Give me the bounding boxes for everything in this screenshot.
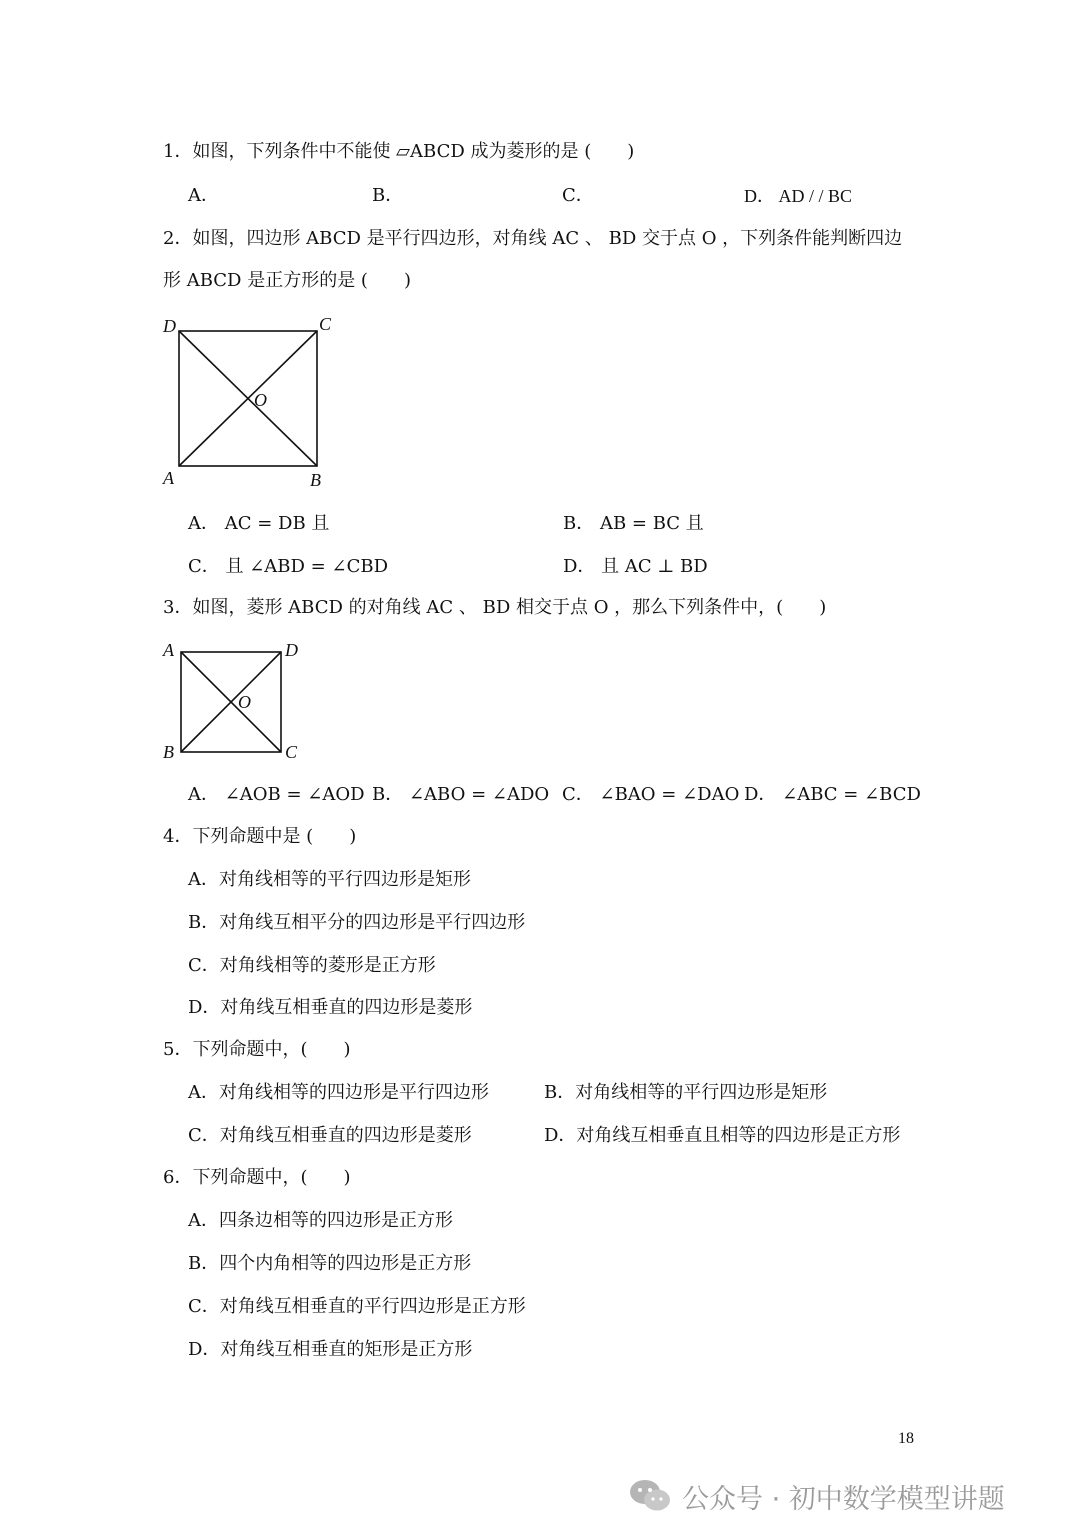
q6-option-c: C．对角线互相垂直的平行四边形是正方形	[188, 1296, 526, 1317]
q5-option-d: D．对角线互相垂直且相等的四边形是正方形	[544, 1125, 901, 1146]
q2-option-b: B． AB = BC 且	[563, 513, 704, 534]
q3-option-a: A． ∠AOB = ∠AOD	[188, 784, 365, 805]
q2-option-c: C． 且 ∠ABD = ∠CBD	[188, 556, 388, 577]
q5-option-a: A．对角线相等的四边形是平行四边形	[188, 1082, 489, 1103]
wechat-icon	[628, 1478, 672, 1514]
q2-label-a: A	[163, 468, 174, 488]
q2-stem-line1: 2．如图，四边形 ABCD 是平行四边形，对角线 AC 、 BD 交于点 O ，下列条件能判断四边	[163, 228, 903, 249]
q3-label-a: A	[163, 640, 174, 660]
q6-option-d: D．对角线互相垂直的矩形是正方形	[188, 1339, 473, 1360]
q3-stem: 3．如图，菱形 ABCD 的对角线 AC 、 BD 相交于点 O ，那么下列条件中，( )	[163, 597, 827, 618]
q6-option-b: B．四个内角相等的四边形是正方形	[188, 1253, 472, 1274]
q1-option-c: C．	[562, 185, 594, 206]
q2-label-o: O	[254, 390, 267, 410]
q2-square-diagram	[155, 310, 345, 495]
q3-label-b: B	[163, 742, 174, 762]
q2-option-a: A． AC = DB 且	[188, 513, 330, 534]
q2-label-c: C	[319, 314, 332, 334]
q3-option-b: B． ∠ABO = ∠ADO	[372, 784, 550, 805]
q4-option-a: A．对角线相等的平行四边形是矩形	[188, 869, 471, 890]
q4-option-d: D．对角线互相垂直的四边形是菱形	[188, 997, 473, 1018]
q3-label-d: D	[285, 640, 298, 660]
page-number: 18	[898, 1430, 914, 1447]
q5-option-c: C．对角线互相垂直的四边形是菱形	[188, 1125, 472, 1146]
q3-option-c: C． ∠BAO = ∠DAO	[562, 784, 740, 805]
q6-stem: 6．下列命题中，( )	[163, 1167, 351, 1188]
watermark-text: 公众号 · 初中数学模型讲题	[682, 1483, 1005, 1515]
watermark	[628, 1476, 1005, 1516]
q1-option-a: A．	[188, 185, 219, 206]
q1-option-b: B．	[372, 185, 404, 206]
q3-label-o: O	[238, 692, 251, 712]
q4-option-b: B．对角线互相平分的四边形是平行四边形	[188, 912, 526, 933]
q1-stem: 1．如图，下列条件中不能使 ▱ABCD 成为菱形的是 ( )	[163, 141, 635, 162]
q1-option-d: D． AD / / BC	[744, 186, 853, 206]
q4-option-c: C．对角线相等的菱形是正方形	[188, 955, 436, 976]
q2-label-d: D	[163, 316, 176, 336]
q5-option-b: B．对角线相等的平行四边形是矩形	[544, 1082, 828, 1103]
q2-option-d: D． 且 AC ⊥ BD	[563, 556, 708, 577]
q4-stem: 4．下列命题中是 ( )	[163, 826, 357, 847]
q5-stem: 5．下列命题中，( )	[163, 1039, 351, 1060]
q2-stem-line2: 形 ABCD 是正方形的是 ( )	[163, 270, 411, 291]
q3-option-d: D． ∠ABC = ∠BCD	[744, 784, 921, 805]
q6-option-a: A．四条边相等的四边形是正方形	[188, 1210, 453, 1231]
q3-label-c: C	[285, 742, 298, 762]
q3-rhombus-diagram	[155, 636, 315, 766]
q2-label-b: B	[310, 470, 321, 490]
